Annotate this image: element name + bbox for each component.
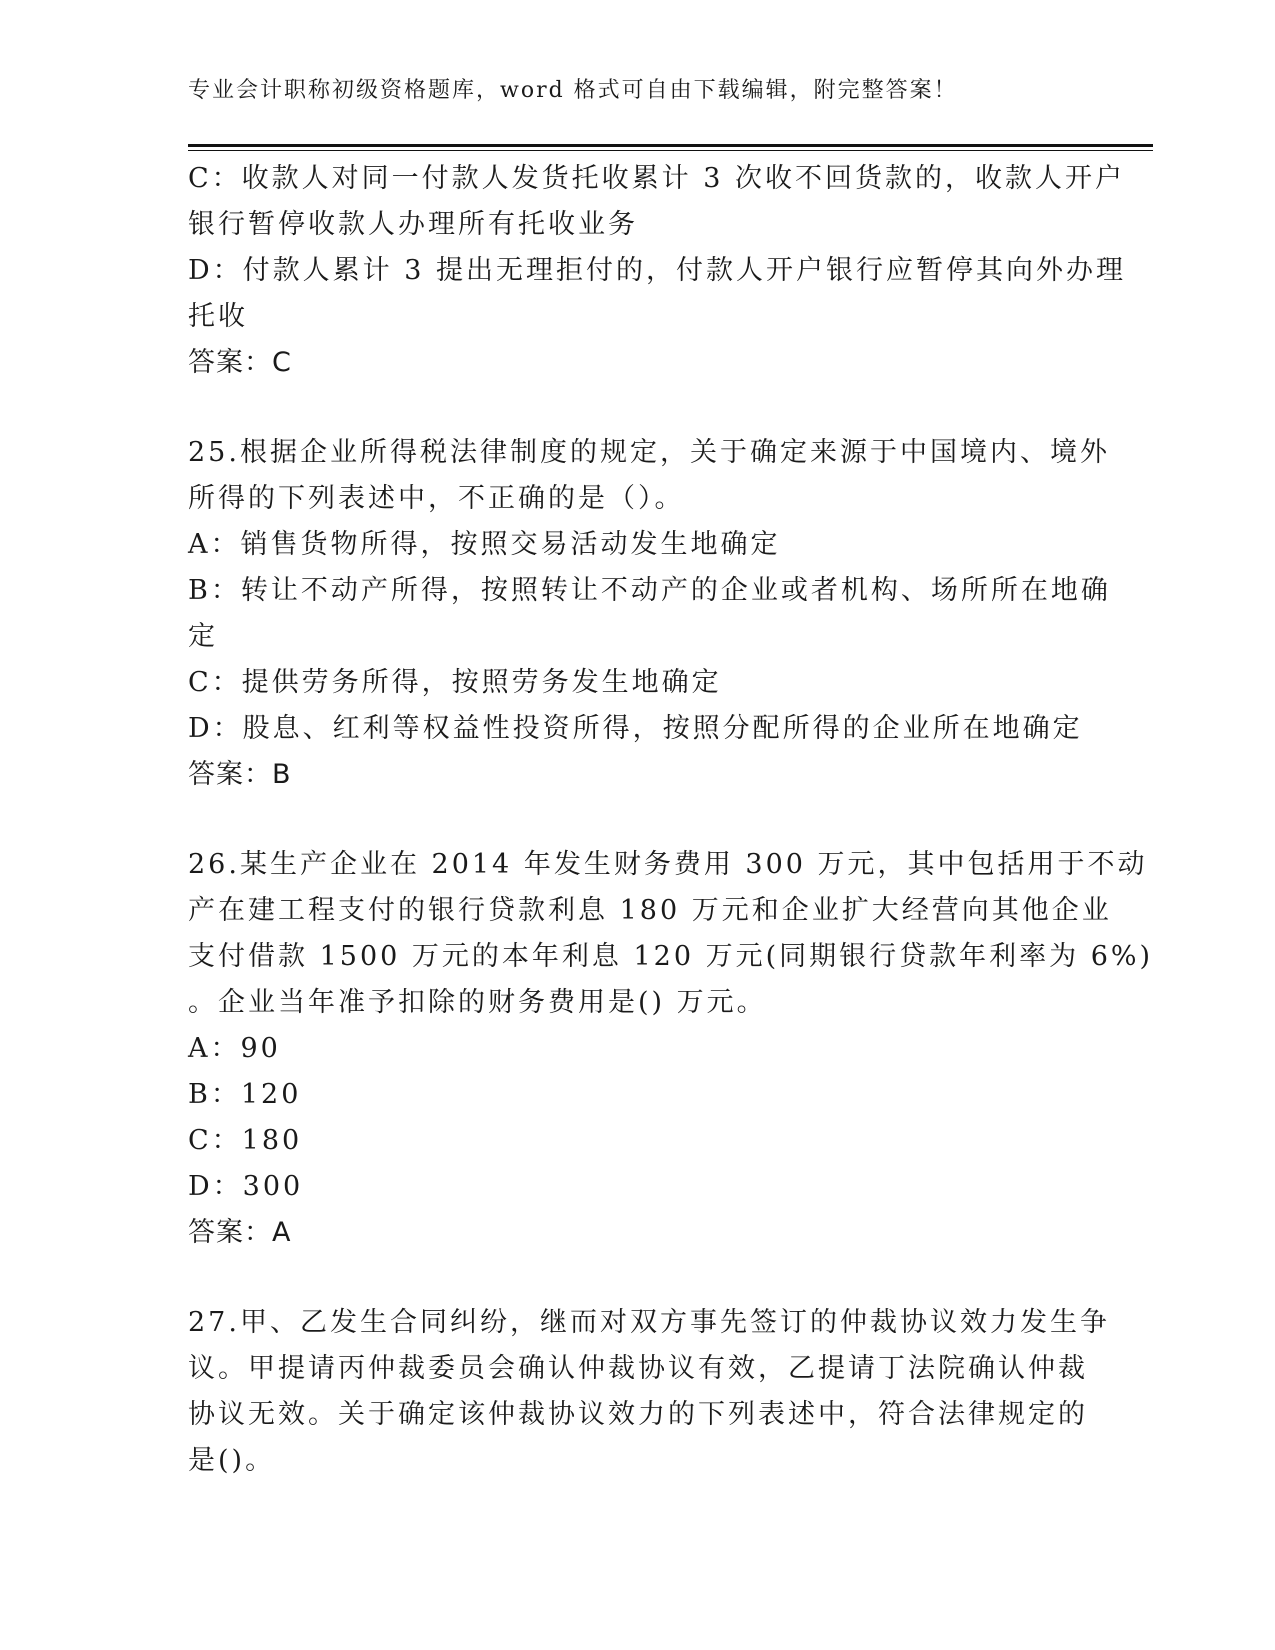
option-c: C：收款人对同一付款人发货托收累计 3 次收不回货款的，收款人开户 [188,163,1126,194]
question-stem: 27.甲、乙发生合同纠纷，继而对双方事先签订的仲裁协议效力发生争 [188,1307,1110,1338]
question-stem-continued: 协议无效。关于确定该仲裁协议效力的下列表述中，符合法律规定的 [188,1399,1088,1430]
option-d: D：付款人累计 3 提出无理拒付的，付款人开户银行应暂停其向外办理 [188,255,1126,286]
option-b: B：转让不动产所得，按照转让不动产的企业或者机构、场所所在地确 [188,575,1111,606]
option-a: A：90 [188,1033,281,1064]
question-stem: 26.某生产企业在 2014 年发生财务费用 300 万元，其中包括用于不动 [188,849,1148,880]
answer-line: 答案：A [188,1217,292,1248]
option-c-continued: 银行暂停收款人办理所有托收业务 [188,209,638,240]
header-rule-thick [188,144,1153,147]
question-25 [188,430,1111,798]
question-stem-continued: 是()。 [188,1445,276,1476]
question-stem-continued: 所得的下列表述中，不正确的是（）。 [188,483,685,514]
question-stem-continued: 产在建工程支付的银行贷款利息 180 万元和企业扩大经营向其他企业 [188,895,1112,926]
question-stem-continued: 支付借款 1500 万元的本年利息 120 万元(同期银行贷款年利率为 6%) [188,941,1154,972]
option-c: C：180 [188,1125,303,1156]
option-a: A：销售货物所得，按照交易活动发生地确定 [188,529,781,560]
option-d: D：300 [188,1171,304,1202]
document-body [188,156,1154,1484]
question-24-tail [188,156,1126,386]
question-27 [188,1300,1110,1484]
question-stem-continued: 。企业当年准予扣除的财务费用是() 万元。 [188,987,767,1018]
option-d: D：股息、红利等权益性投资所得，按照分配所得的企业所在地确定 [188,713,1083,744]
header-rule-thin [188,150,1153,151]
question-26 [188,842,1154,1256]
option-b-continued: 定 [188,621,218,652]
question-stem: 25.根据企业所得税法律制度的规定，关于确定来源于中国境内、境外 [188,437,1110,468]
option-b: B：120 [188,1079,302,1110]
answer-line: 答案：C [188,347,292,378]
answer-line: 答案：B [188,759,292,790]
page-header: 专业会计职称初级资格题库，word 格式可自由下载编辑，附完整答案！ [188,78,958,103]
question-stem-continued: 议。甲提请丙仲裁委员会确认仲裁协议有效，乙提请丁法院确认仲裁 [188,1353,1088,1384]
option-c: C：提供劳务所得，按照劳务发生地确定 [188,667,722,698]
option-d-continued: 托收 [188,301,248,332]
